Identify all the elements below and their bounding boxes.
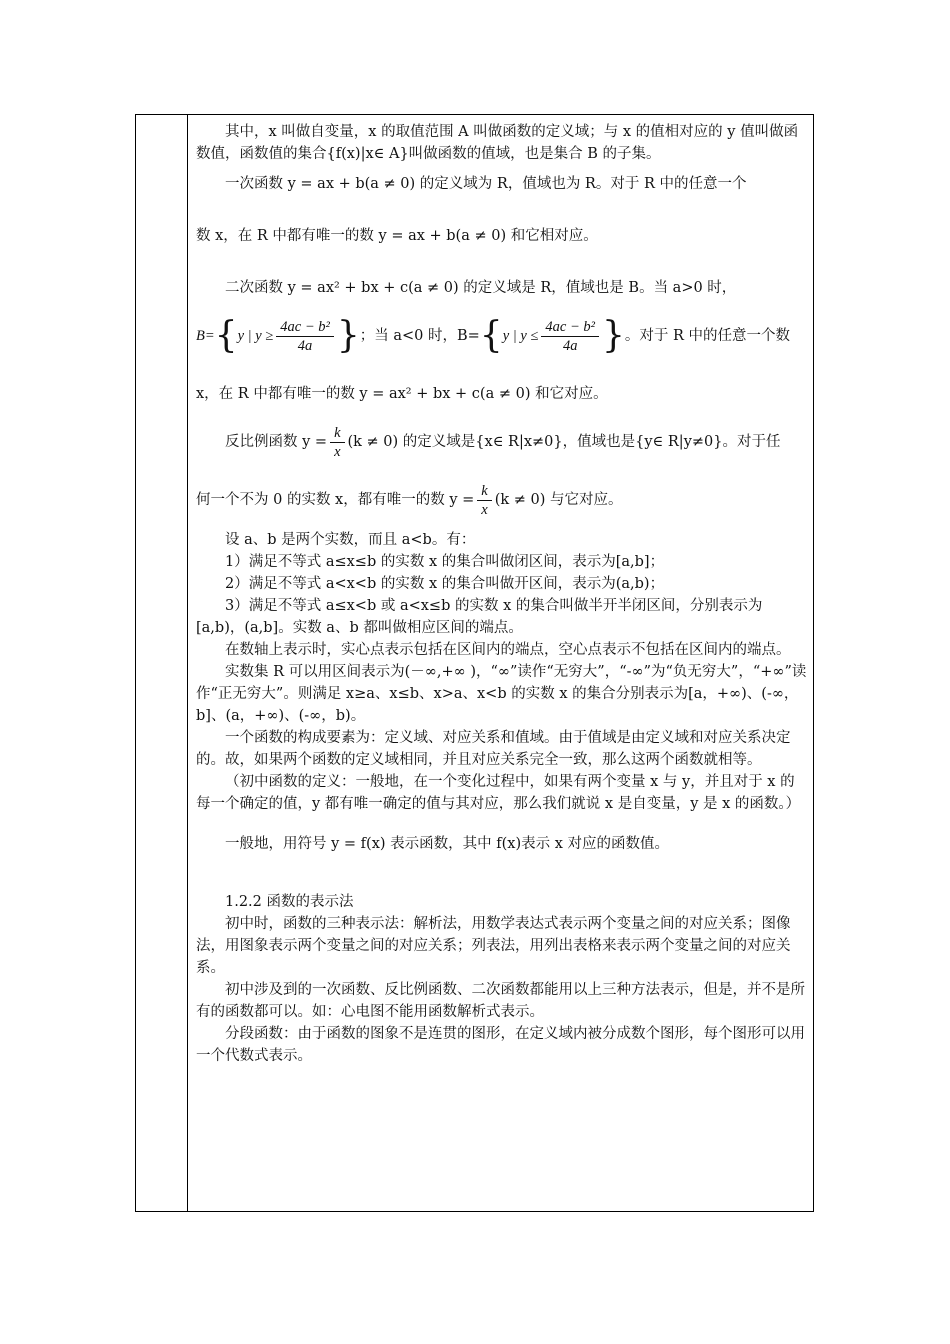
paragraph: 二次函数 y = ax² + bx + c(a ≠ 0) 的定义域是 R，值域也是 B。当 a>0 时， bbox=[225, 280, 737, 296]
inverse-function-row bbox=[196, 413, 808, 471]
formula-text: y | y ≤ bbox=[502, 328, 539, 344]
column-divider bbox=[187, 115, 188, 1211]
paragraph: （初中函数的定义：一般地，在一个变化过程中，如果有两个变量 x 与 y，并且对于 x 的每一个确定的值，y 都有唯一确定的值与其对应，那么我们就说 x 是自变量，y 是 x 的函数。） bbox=[196, 774, 801, 812]
fraction-numerator: k bbox=[477, 482, 491, 501]
paragraph: 初中涉及到的一次函数、反比例函数、二次函数都能用以上三种方法表示，但是，并不是所有的函数都可以。如：心电图不能用函数解析式表示。 bbox=[196, 982, 805, 1020]
content-table bbox=[135, 114, 814, 1212]
range-formula-row bbox=[196, 307, 808, 365]
right-brace: } bbox=[336, 315, 360, 356]
formula-text: 。对于 R 中的任意一个数 bbox=[624, 328, 791, 344]
paragraph: 1）满足不等式 a≤x≤b 的实数 x 的集合叫做闭区间，表示为[a,b]； bbox=[225, 554, 665, 570]
paragraph: 数 x，在 R 中都有唯一的数 y = ax + b(a ≠ 0) 和它相对应。 bbox=[196, 228, 598, 244]
fraction bbox=[330, 424, 344, 461]
fraction-numerator: 4ac − b² bbox=[541, 318, 599, 337]
formula-text: B= bbox=[196, 328, 215, 344]
text-cell bbox=[196, 121, 808, 1067]
paragraph: 3）满足不等式 a≤x<b 或 a<x≤b 的实数 x 的集合叫做半开半闭区间，分别表示为[a,b)，(a,b]。实数 a、b 都叫做相应区间的端点。 bbox=[196, 598, 763, 636]
formula-text: 反比例函数 y = bbox=[225, 434, 328, 450]
formula-text: y | y ≥ bbox=[237, 328, 274, 344]
fraction-numerator: 4ac − b² bbox=[276, 318, 334, 337]
left-brace: { bbox=[479, 315, 503, 356]
paragraph: 实数集 R 可以用区间表示为(－∞,+∞ )，“∞”读作“无穷大”，“-∞”为“负无穷大”，“+∞”读作“正无穷大”。则满足 x≥a、x≤b、x>a、x<b 的实数 x 的集合分别表示为[a，+∞)、(-∞，b]、(a，+∞)、(-∞，b)。 bbox=[196, 664, 807, 724]
right-brace: } bbox=[601, 315, 625, 356]
paragraph: 一次函数 y = ax + b(a ≠ 0) 的定义域为 R，值域也为 R。对于 R 中的任意一个 bbox=[225, 176, 747, 192]
section-heading: 1.2.2 函数的表示法 bbox=[225, 894, 354, 910]
left-brace: { bbox=[214, 315, 238, 356]
inverse-function-row-2 bbox=[196, 471, 808, 529]
fraction bbox=[477, 482, 491, 519]
fraction-denominator: 4a bbox=[297, 337, 313, 354]
paragraph: 其中，x 叫做自变量，x 的取值范围 A 叫做函数的定义域；与 x 的值相对应的 y 值叫做函数值，函数值的集合{f(x)|x∈ A}叫做函数的值域，也是集合 B 的子集。 bbox=[196, 124, 799, 162]
fraction-denominator: x bbox=[334, 443, 341, 460]
fraction bbox=[541, 318, 599, 355]
formula-text: (k ≠ 0) 与它对应。 bbox=[494, 492, 623, 508]
formula-text: (k ≠ 0) 的定义域是{x∈ R|x≠0}，值域也是{y∈ R|y≠0}。对于任 bbox=[347, 434, 781, 450]
paragraph: 初中时，函数的三种表示法：解析法，用数学表达式表示两个变量之间的对应关系；图像法，用图象表示两个变量之间的对应关系；列表法，用列出表格来表示两个变量之间的对应关系。 bbox=[196, 916, 791, 976]
formula-text: 何一个不为 0 的实数 x，都有唯一的数 y = bbox=[196, 492, 475, 508]
fraction-denominator: 4a bbox=[562, 337, 578, 354]
paragraph: 分段函数：由于函数的图象不是连贯的图形，在定义域内被分成数个图形，每个图形可以用一个代数式表示。 bbox=[196, 1026, 805, 1064]
paragraph: x，在 R 中都有唯一的数 y = ax² + bx + c(a ≠ 0) 和它对应。 bbox=[196, 386, 608, 402]
fraction bbox=[276, 318, 334, 355]
fraction-numerator: k bbox=[330, 424, 344, 443]
paragraph: 设 a、b 是两个实数，而且 a<b。有： bbox=[225, 532, 476, 548]
paragraph: 一般地，用符号 y = f(x) 表示函数，其中 f(x)表示 x 对应的函数值。 bbox=[225, 836, 669, 852]
paragraph: 2）满足不等式 a<x<b 的实数 x 的集合叫做开区间，表示为(a,b)； bbox=[225, 576, 665, 592]
paragraph: 一个函数的构成要素为：定义域、对应关系和值域。由于值域是由定义域和对应关系决定的。故，如果两个函数的定义域相同，并且对应关系完全一致，那么这两个函数就相等。 bbox=[196, 730, 791, 768]
paragraph: 在数轴上表示时，实心点表示包括在区间内的端点，空心点表示不包括在区间内的端点。 bbox=[225, 642, 791, 658]
fraction-denominator: x bbox=[481, 501, 488, 518]
formula-text: ；当 a<0 时，B= bbox=[359, 328, 480, 344]
